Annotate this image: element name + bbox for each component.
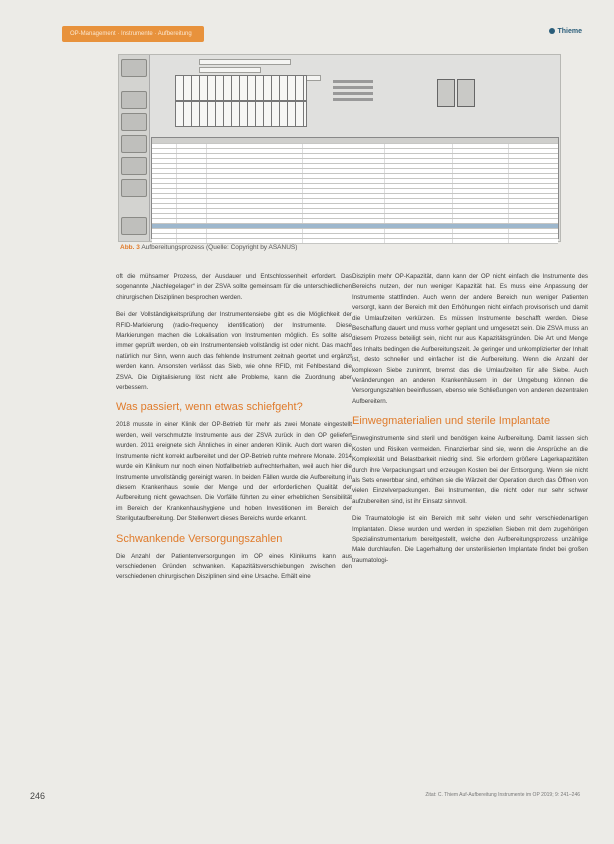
figure-table <box>151 137 559 239</box>
left-paragraph-1: oft die mühsamer Prozess, der Ausdauer und Entschlossenheit erfordert. Das sogenannte „Nachlegelager“ in der ZSVA sollte gemeinsam für die unterschiedlichen chirurgischen Disziplinen besprochen werden. <box>116 273 352 301</box>
figure-options <box>333 77 393 101</box>
figure-sidebar <box>119 55 150 241</box>
footer-citation: Zitat: C. Thiem Auf-Aufbereitung Instrumente im OP 2019; 9: 241–246 <box>425 792 580 798</box>
left-paragraph-2: Bei der Vollständigkeitsprüfung der Instrumentensiebe gibt es die Möglichkeit der RFID-Markierung (radio-frequency identification) der Instrumente. Diese Markierungen machen die Lokalisation von Instrumenten möglich. Es sollte also immer geprüft werden, ob ein Instrumentensieb vollständig ist oder nicht. Das macht natürlich nur Sinn, wenn auch das fehlende Instrument zeitnah geortet und ergänzt werden kann. Ansonsten verlässt das Sieb, wie ohne RFID, mit Fehlbestand die ZSVA. Die Digitalisierung löst nicht alle Probleme, kann die Zuordnung aber verbessern. <box>116 311 352 392</box>
heading-single-use: Einwegmaterialien und sterile Implantate <box>352 415 551 428</box>
figure-form-area <box>151 57 557 135</box>
right-paragraph-1: Disziplin mehr OP-Kapazität, dann kann der OP nicht einfach die Instrumente des Bereichs nutzen, der nun weniger Kapazität hat. Es muss eine Anpassung der Instrumente stattfinden. Auch wenn der andere Bereich nun weniger Patienten versorgt, kann der Bereich mit den Erhöhungen nicht einfach provisorisch und damit die Umlaufzeiten verkürzen. Es müssen Instrumente beschafft werden. Diese Beschaffung dauert und muss vorher geplant und umgesetzt sein. Die ZSVA muss an diesem Prozess beteiligt sein, nicht nur aus Kapazitätsgründen. Die Art und Menge des Inhalts bedingen die Aufbereitungszeit. Je geringer und unkomplizierter der Inhalt ist, desto schneller und einfacher ist die Aufbereitung. Wenn die Anzahl der komplexen Siebe zunimmt, bremst das die Umlaufzeiten für alle Siebe. Auch Veränderungen an anderen Krankenhäusern in der Umgebung können die Versorgungszahlen beeinflussen, ebenso wie Schließungen von anderen dezentralen Aufbereitern. <box>352 273 588 405</box>
page-number: 246 <box>30 791 46 801</box>
right-column <box>352 272 588 573</box>
figure-screenshot <box>118 54 561 242</box>
figure-caption-text: Aufbereitungsprozess (Quelle: Copyright by ASANUS) <box>141 244 298 251</box>
figure-caption <box>120 244 297 251</box>
publisher-logo <box>549 28 582 35</box>
brand-name: Thieme <box>557 28 582 35</box>
heading-what-goes-wrong: Was passiert, wenn etwas schiefgeht? <box>116 401 303 414</box>
heading-fluctuating-numbers: Schwankende Versorgungszahlen <box>116 532 283 545</box>
figure-keyboard <box>175 75 307 101</box>
section-tag: OP-Management · Instrumente · Aufbereitung <box>62 26 204 42</box>
right-paragraph-3: Die Traumatologie ist ein Bereich mit sehr vielen und sehr verschiedenartigen Implantaten. Diese wurden und werden in speziellen Sieben mit dem zugehörigen Spezialinstrumentarium bereitgestellt, welche den Aufbereitungsprozess unzählige Male durchlaufen. Die Lagerhaltung der unsterilisierten Implantate findet bei großen traumatologi- <box>352 515 588 564</box>
figure-label: Abb. 3 <box>120 244 140 251</box>
logo-mark-icon <box>549 28 555 34</box>
left-column <box>116 272 352 590</box>
left-paragraph-3: 2018 musste in einer Klinik der OP-Betrieb für mehr als zwei Monate eingestellt werden, weil verschmutzte Instrumente aus der ZSVA zurück in den OP geliefert wurden. 2011 ereignete sich Ähnliches in einer anderen Klinik. Auch dort waren die Instrumente nicht korrekt aufbereitet und der OP-Betrieb ruhte mehrere Monate. 2014 wurde ein Klinikum nur noch einen Notfallbetrieb aufrechterhalten, weil auch hier die Instrumente unvollständig gereinigt waren. In beiden Fällen wurde die Aufbereitung in diesem Krankenhaus sowie der Menge und der erforderlichen Qualität der Aufbereitung nicht gewachsen. Die Vorfälle führten zu einer erheblichen Sensibilität im Bereich der Krankenhaushygiene und hoben Investitionen im Bereich der Sterilgutaufbereitung. Der Stellenwert dieses Bereichs wurde erkannt. <box>116 421 352 523</box>
left-paragraph-4: Die Anzahl der Patientenversorgungen im OP eines Klinikums kann aus verschiedenen Gründen schwanken. Kapazitätsverschiebungen zwischen den verschiedenen chirurgischen Disziplinen sind eine Ursache. Erhält eine <box>116 552 352 581</box>
right-paragraph-2: Einweginstrumente sind steril und benötigen keine Aufbereitung. Damit lassen sich Kosten und Risiken vermeiden. Finanzierbar sind sie, wenn die Ansprüche an die Komplexität und Belastbarkeit niedrig sind. Sie erfordern größere Lagerkapazitäten durch ihre Verpackungsart und erzeugen Kosten bei der Entsorgung. Wenn sie nicht als Sets erwerbbar sind, erhöhen sie die Wärzeit der Operation durch das Öffnen von vielen Einzelverpackungen. Bei Instrumenten, die nicht oder nur sehr schwer aufzubereiten sind, ist ihr Einsatz sinnvoll. <box>352 435 588 505</box>
